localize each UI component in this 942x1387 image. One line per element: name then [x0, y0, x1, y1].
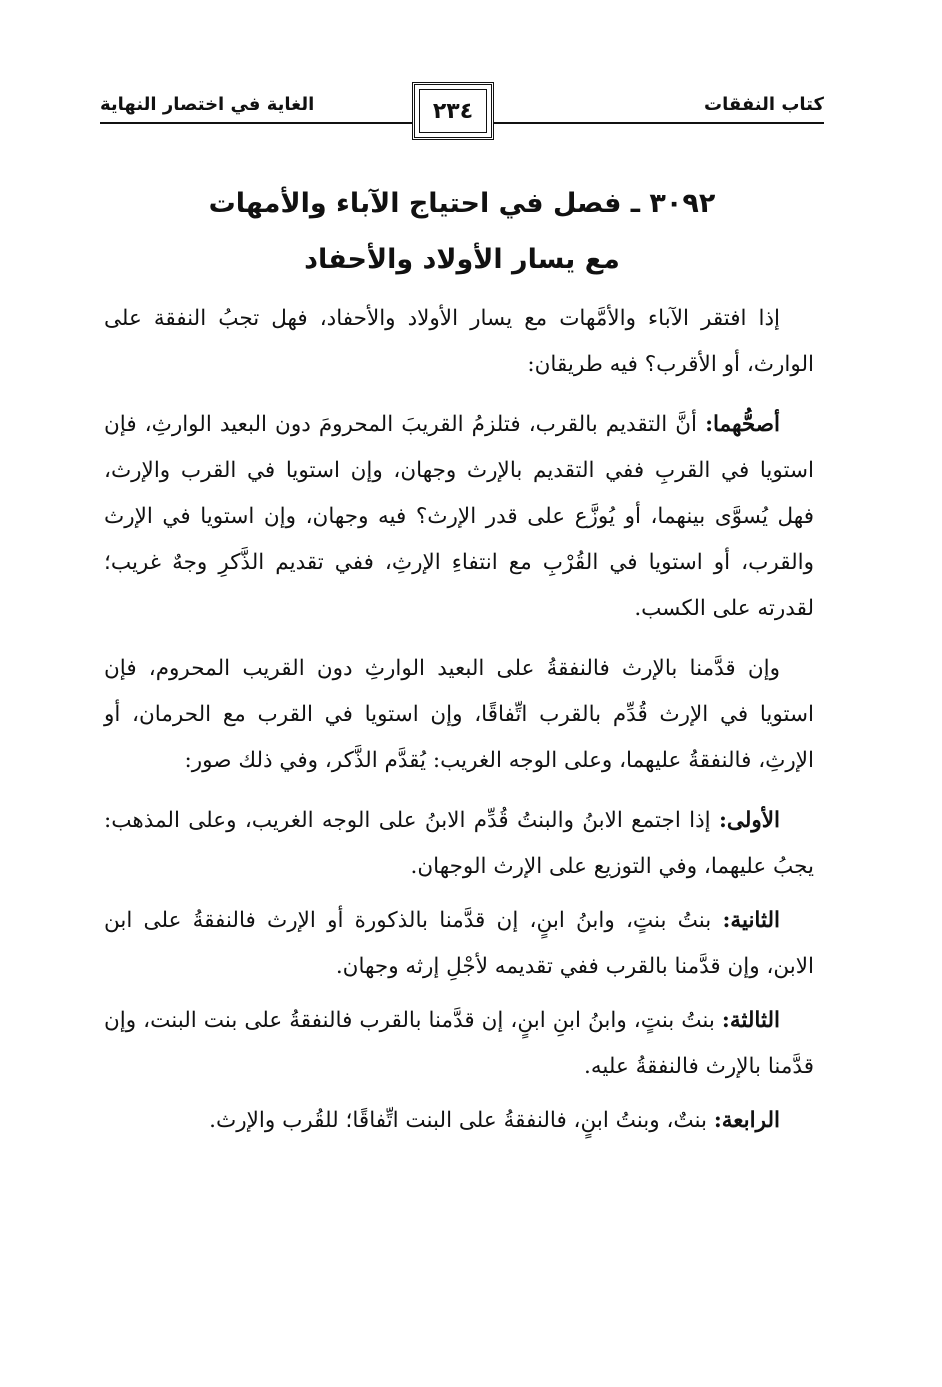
header-book-title: الغاية في اختصار النهاية [100, 94, 315, 115]
paragraph-text: أنَّ التقديم بالقرب، فتلزمُ القريبَ المحرومَ دون البعيد الوارثِ، فإن استويا في القربِ ففي التقديم بالإرث وجهان، وإن استويا في القرب والإرث، فهل يُسوَّى بينهما، أو يُوزَّع على قدر الإرث؟ فيه وجهان، وإن استويا في الإرث والقرب، أو استويا في القُرْبِ مع انتفاءِ الإرثِ، ففي تقديم الذَّكرِ وجهٌ غريب؛ لقدرته على الكسب. [104, 412, 814, 621]
section-heading [100, 176, 824, 288]
section-heading-line-2: مع يسار الأولاد والأحفاد [304, 244, 620, 275]
running-header [100, 88, 824, 138]
page-number: ٢٣٤ [432, 99, 474, 124]
paragraph-text: بنتُ بنتٍ، وابنُ ابنٍ، إن قدَّمنا بالذكورة أو الإرث فالنفقةُ على ابن الابن، وإن قدَّمنا بالقرب ففي تقديمه لأجْلِ إرثه وجهان. [104, 908, 814, 979]
body-text [104, 296, 814, 1152]
paragraph-text: بنتُ بنتٍ، وابنُ ابنِ ابنٍ، إن قدَّمنا بالقرب فالنفقةُ على بنت البنت، وإن قدَّمنا بالإرث فالنفقةُ عليه. [104, 1008, 814, 1079]
paragraph-lead: الرابعة: [713, 1108, 780, 1133]
paragraph-lead: أصحُّهما: [705, 412, 780, 437]
paragraph [104, 296, 814, 388]
paragraph-text: إذا افتقر الآباء والأمَّهات مع يسار الأولاد والأحفاد، فهل تجبُ النفقة على الوارث، أو الأقرب؟ فيه طريقان: [104, 306, 814, 377]
paragraph [104, 1098, 814, 1144]
paragraph [104, 402, 814, 632]
paragraph-text: بنتٌ، وبنتُ ابنٍ، فالنفقةُ على البنت اتِّفاقًا؛ للقُرب والإرث. [209, 1108, 714, 1133]
header-chapter-title: كتاب النفقات [704, 94, 824, 115]
paragraph-lead: الثالثة: [721, 1008, 780, 1033]
paragraph-lead: الأولى: [718, 808, 780, 833]
paragraph-text: وإن قدَّمنا بالإرث فالنفقةُ على البعيد الوارثِ دون القريب المحروم، فإن استويا في الإرث قُدِّم بالقرب اتِّفاقًا، وإن استويا في القرب مع الحرمان، أو الإرثِ، فالنفقةُ عليهما، وعلى الوجه الغريب: يُقدَّم الذَّكر، وفي ذلك صور: [104, 656, 814, 773]
paragraph [104, 998, 814, 1090]
paragraph [104, 646, 814, 784]
paragraph [104, 898, 814, 990]
paragraph [104, 798, 814, 890]
paragraph-lead: الثانية: [722, 908, 780, 933]
section-heading-line-1: ٣٠٩٢ ـ فصل في احتياج الآباء والأمهات [208, 188, 716, 219]
page-number-frame [412, 82, 494, 140]
paragraph-text: إذا اجتمع الابنُ والبنتُ قُدِّم الابنُ على الوجه الغريب، وعلى المذهب: يجبُ عليهما، وفي التوزيع على الإرث الوجهان. [104, 808, 814, 879]
